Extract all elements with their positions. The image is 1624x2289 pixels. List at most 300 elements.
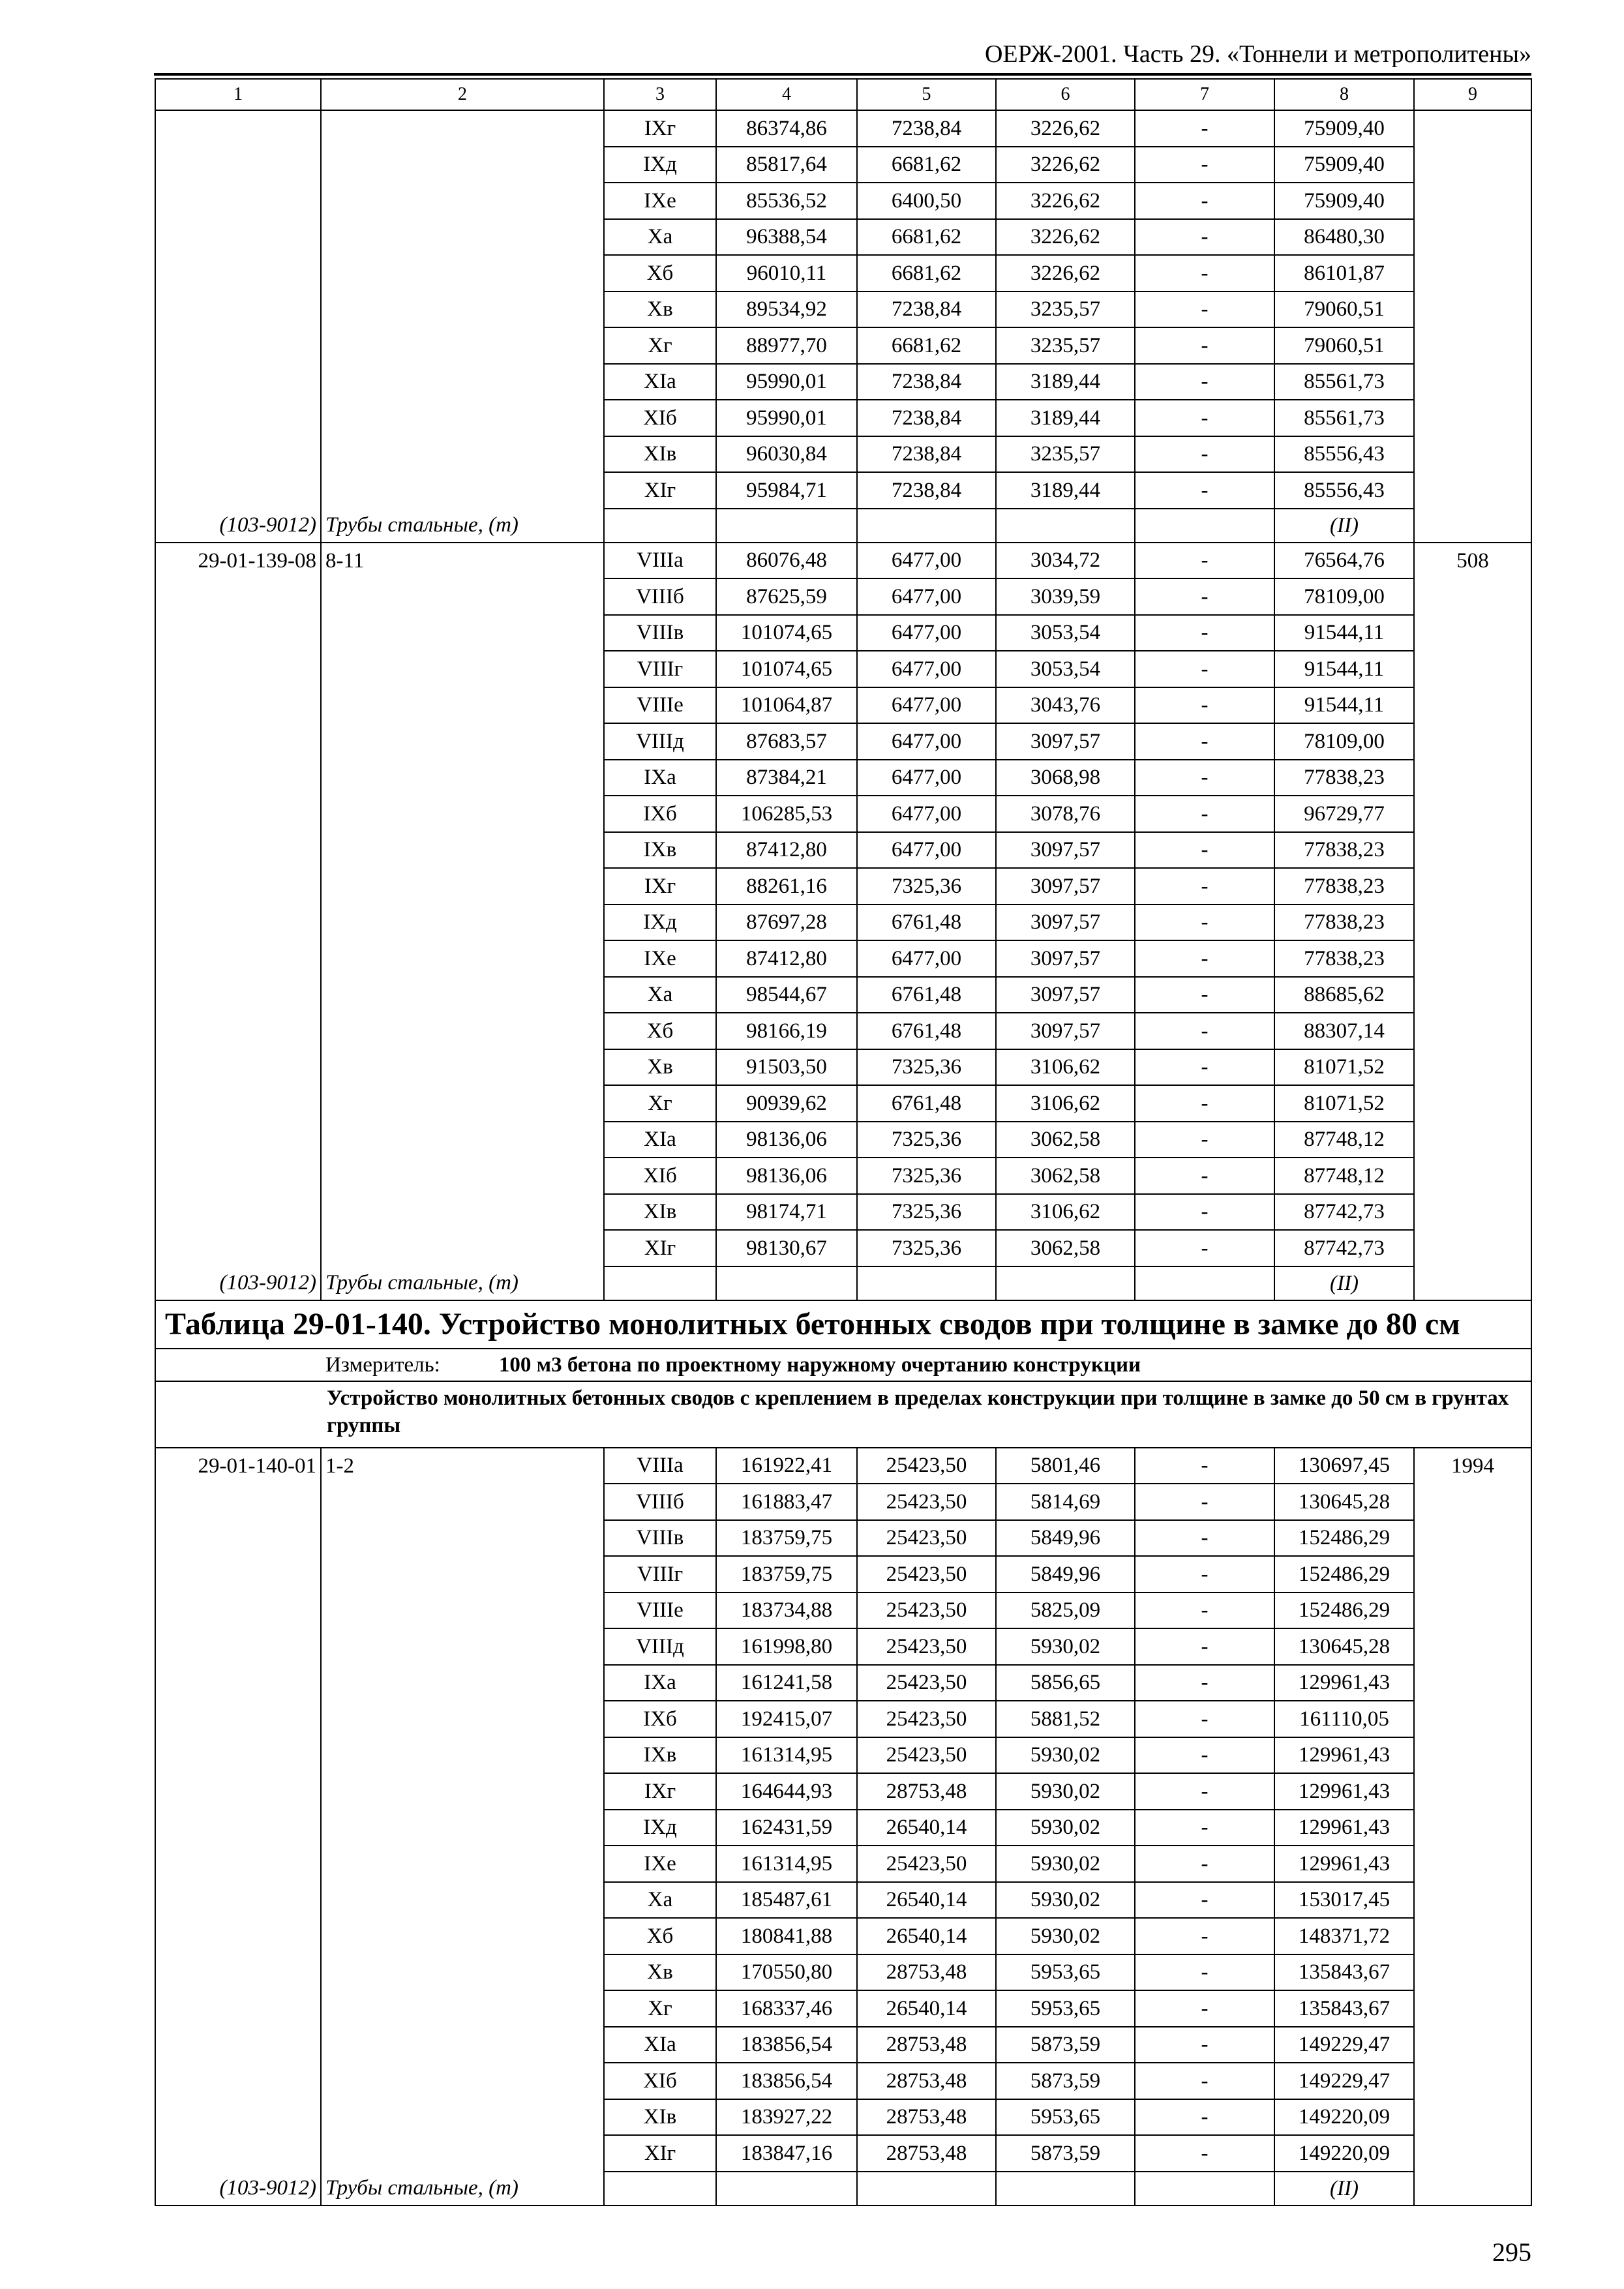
category-cell: XIа — [604, 2027, 716, 2063]
value-cell: - — [1135, 1230, 1274, 1266]
soil-group — [321, 1484, 604, 1520]
value-cell: 6477,00 — [857, 578, 996, 615]
category-cell: Xг — [604, 1085, 716, 1122]
pipe-quantity — [1414, 1013, 1531, 1049]
value-cell: - — [1135, 1049, 1274, 1086]
soil-group — [321, 1810, 604, 1846]
value-cell: 6761,48 — [857, 1085, 996, 1122]
table-row — [155, 364, 1531, 400]
table-row — [155, 1990, 1531, 2027]
category-cell: IXг — [604, 1773, 716, 1810]
value-cell: 85561,73 — [1274, 400, 1414, 436]
value-cell: 3053,54 — [996, 651, 1135, 687]
value-cell: 5814,69 — [996, 1484, 1135, 1520]
soil-group — [321, 1882, 604, 1919]
value-cell: 88307,14 — [1274, 1013, 1414, 1049]
value-cell: 5930,02 — [996, 1882, 1135, 1919]
rate-code — [155, 868, 321, 905]
soil-group — [321, 1918, 604, 1954]
soil-group — [321, 292, 604, 328]
value-cell: 101074,65 — [716, 615, 857, 651]
table-row — [155, 1954, 1531, 1991]
value-cell: 28753,48 — [857, 2099, 996, 2136]
value-cell: 3043,76 — [996, 687, 1135, 724]
rate-code — [155, 1628, 321, 1665]
soil-group — [321, 760, 604, 796]
rate-code — [155, 1593, 321, 1629]
pipe-quantity — [1414, 1593, 1531, 1629]
value-cell: 153017,45 — [1274, 1882, 1414, 1919]
value-cell: 28753,48 — [857, 1954, 996, 1991]
column-number: 1 — [155, 79, 321, 110]
category-cell: IXв — [604, 832, 716, 869]
value-cell: 5930,02 — [996, 1773, 1135, 1810]
value-cell: - — [1135, 327, 1274, 364]
value-cell: - — [1135, 1628, 1274, 1665]
pipe-quantity — [1414, 1628, 1531, 1665]
rate-code — [155, 1882, 321, 1919]
table-row — [155, 1448, 1531, 1484]
value-cell: - — [1135, 1846, 1274, 1882]
value-cell: 6477,00 — [857, 687, 996, 724]
value-cell: 148371,72 — [1274, 1918, 1414, 1954]
page-number: 295 — [1492, 2237, 1531, 2267]
category-cell: Xг — [604, 1990, 716, 2027]
pipe-quantity — [1414, 1846, 1531, 1882]
value-cell: - — [1135, 1737, 1274, 1774]
pipe-quantity — [1414, 183, 1531, 219]
category-cell: Xб — [604, 1013, 716, 1049]
value-cell: - — [1135, 2027, 1274, 2063]
value-cell: 26540,14 — [857, 1990, 996, 2027]
value-cell: 78109,00 — [1274, 578, 1414, 615]
value-cell: 77838,23 — [1274, 905, 1414, 941]
rate-code — [155, 578, 321, 615]
soil-group: 8-11 — [321, 543, 604, 579]
table-subheading: Устройство монолитных бетонных сводов с креплением в пределах конструкции при толщине в замке до 50 см в грунтах группы — [155, 1381, 1531, 1448]
rate-code — [155, 1158, 321, 1194]
header-rule — [154, 73, 1531, 76]
category-cell: XIг — [604, 2135, 716, 2172]
value-cell: 3078,76 — [996, 796, 1135, 832]
column-number-row — [155, 79, 1531, 110]
pipe-quantity — [1414, 578, 1531, 615]
meter-label: Измеритель: — [325, 1353, 440, 1377]
soil-group — [321, 687, 604, 724]
value-cell: 28753,48 — [857, 2027, 996, 2063]
value-cell: 183759,75 — [716, 1520, 857, 1557]
soil-group — [321, 905, 604, 941]
category-cell: VIIIб — [604, 578, 716, 615]
value-cell: 170550,80 — [716, 1954, 857, 1991]
table-row — [155, 219, 1531, 256]
pipe-code: (103-9012) — [155, 509, 321, 543]
value-cell: 77838,23 — [1274, 940, 1414, 977]
value-cell: 130645,28 — [1274, 1628, 1414, 1665]
value-cell: 130645,28 — [1274, 1484, 1414, 1520]
value-cell: 86374,86 — [716, 110, 857, 147]
value-cell: - — [1135, 110, 1274, 147]
value-cell: 3235,57 — [996, 327, 1135, 364]
table-row — [155, 940, 1531, 977]
value-cell: 76564,76 — [1274, 543, 1414, 579]
value-cell: 149229,47 — [1274, 2063, 1414, 2099]
value-cell: 96388,54 — [716, 219, 857, 256]
category-cell: Xа — [604, 219, 716, 256]
value-cell: 152486,29 — [1274, 1593, 1414, 1629]
value-cell: - — [1135, 2099, 1274, 2136]
rate-code — [155, 1810, 321, 1846]
rate-code — [155, 327, 321, 364]
table-row — [155, 255, 1531, 292]
value-cell: 3235,57 — [996, 292, 1135, 328]
value-cell: 7238,84 — [857, 110, 996, 147]
value-cell: - — [1135, 255, 1274, 292]
value-cell: 3106,62 — [996, 1085, 1135, 1122]
empty-cell — [716, 509, 857, 543]
value-cell: 98174,71 — [716, 1194, 857, 1231]
category-cell: IXд — [604, 905, 716, 941]
rate-code — [155, 1701, 321, 1737]
soil-group — [321, 868, 604, 905]
value-cell: - — [1135, 796, 1274, 832]
table-row — [155, 327, 1531, 364]
value-cell: - — [1135, 760, 1274, 796]
value-cell: - — [1135, 905, 1274, 941]
empty-cell — [1414, 509, 1531, 543]
value-cell: 3097,57 — [996, 832, 1135, 869]
pipe-quantity — [1414, 1556, 1531, 1593]
category-cell: VIIIе — [604, 1593, 716, 1629]
category-cell: IXе — [604, 1846, 716, 1882]
value-cell: 5953,65 — [996, 1954, 1135, 1991]
soil-group — [321, 1773, 604, 1810]
pipe-quantity — [1414, 1954, 1531, 1991]
pipe-quantity — [1414, 1484, 1531, 1520]
value-cell: 135843,67 — [1274, 1954, 1414, 1991]
soil-group — [321, 1556, 604, 1593]
value-cell: 5930,02 — [996, 1737, 1135, 1774]
table-row — [155, 1484, 1531, 1520]
empty-cell — [604, 1266, 716, 1300]
rate-code — [155, 255, 321, 292]
category-cell: IXг — [604, 868, 716, 905]
rate-code — [155, 940, 321, 977]
pipe-quantity — [1414, 219, 1531, 256]
value-cell: 87384,21 — [716, 760, 857, 796]
value-cell: 3062,58 — [996, 1122, 1135, 1158]
table-row — [155, 615, 1531, 651]
table-row — [155, 1593, 1531, 1629]
pipe-name: Трубы стальные, (т) — [321, 1266, 604, 1300]
value-cell: - — [1135, 1484, 1274, 1520]
soil-group — [321, 1954, 604, 1991]
column-number: 2 — [321, 79, 604, 110]
value-cell: 164644,93 — [716, 1773, 857, 1810]
table-row — [155, 183, 1531, 219]
value-cell: 180841,88 — [716, 1918, 857, 1954]
rate-code — [155, 1484, 321, 1520]
category-cell: VIIIв — [604, 1520, 716, 1557]
value-cell: 3097,57 — [996, 905, 1135, 941]
soil-group — [321, 1230, 604, 1266]
pipe-quantity — [1414, 1230, 1531, 1266]
value-cell: 5825,09 — [996, 1593, 1135, 1629]
value-cell: 185487,61 — [716, 1882, 857, 1919]
soil-group — [321, 977, 604, 1013]
value-cell: 95990,01 — [716, 364, 857, 400]
column-number: 5 — [857, 79, 996, 110]
pipe-quantity — [1414, 651, 1531, 687]
value-cell: 3062,58 — [996, 1158, 1135, 1194]
table-title-row — [155, 1300, 1531, 1349]
pipe-quantity — [1414, 1085, 1531, 1122]
category-cell: XIб — [604, 400, 716, 436]
value-cell: 3106,62 — [996, 1049, 1135, 1086]
category-cell: VIIIв — [604, 615, 716, 651]
value-cell: 89534,92 — [716, 292, 857, 328]
category-cell: XIв — [604, 2099, 716, 2136]
category-cell: XIа — [604, 1122, 716, 1158]
value-cell: 130697,45 — [1274, 1448, 1414, 1484]
category-cell: Xв — [604, 292, 716, 328]
value-cell: 5930,02 — [996, 1810, 1135, 1846]
value-cell: 28753,48 — [857, 1773, 996, 1810]
pipe-name: Трубы стальные, (т) — [321, 509, 604, 543]
pipe-quantity — [1414, 1773, 1531, 1810]
value-cell: - — [1135, 543, 1274, 579]
value-cell: - — [1135, 1990, 1274, 2027]
value-cell: 129961,43 — [1274, 1810, 1414, 1846]
value-cell: 3189,44 — [996, 364, 1135, 400]
pipe-quantity: 508 — [1414, 543, 1531, 579]
table-row — [155, 1773, 1531, 1810]
rate-code — [155, 1665, 321, 1701]
value-cell: 3226,62 — [996, 147, 1135, 183]
value-cell: 87412,80 — [716, 832, 857, 869]
pipe-quantity — [1414, 615, 1531, 651]
value-cell: 3189,44 — [996, 472, 1135, 509]
meter-cell — [155, 1349, 1531, 1381]
pipe-quantity — [1414, 687, 1531, 724]
value-cell: 25423,50 — [857, 1484, 996, 1520]
value-cell: 28753,48 — [857, 2135, 996, 2172]
value-cell: 129961,43 — [1274, 1846, 1414, 1882]
soil-group — [321, 1701, 604, 1737]
value-cell: 98136,06 — [716, 1158, 857, 1194]
meter-row — [155, 1349, 1531, 1381]
soil-group — [321, 1990, 604, 2027]
category-cell: IXб — [604, 796, 716, 832]
pipe-quantity — [1414, 940, 1531, 977]
table-row — [155, 760, 1531, 796]
value-cell: 5873,59 — [996, 2135, 1135, 2172]
value-cell: 3106,62 — [996, 1194, 1135, 1231]
value-cell: 192415,07 — [716, 1701, 857, 1737]
rate-code — [155, 2027, 321, 2063]
value-cell: 88261,16 — [716, 868, 857, 905]
soil-group — [321, 1737, 604, 1774]
column-number: 3 — [604, 79, 716, 110]
soil-group — [321, 1593, 604, 1629]
value-cell: - — [1135, 2135, 1274, 2172]
pipe-row — [155, 2172, 1531, 2206]
pipe-quantity — [1414, 796, 1531, 832]
pipe-quantity — [1414, 905, 1531, 941]
value-cell: 90939,62 — [716, 1085, 857, 1122]
pipe-quantity — [1414, 1918, 1531, 1954]
rate-code — [155, 1737, 321, 1774]
soil-group — [321, 2027, 604, 2063]
value-cell: 86101,87 — [1274, 255, 1414, 292]
pipe-quantity — [1414, 1520, 1531, 1557]
value-cell: - — [1135, 364, 1274, 400]
empty-cell — [1135, 2172, 1274, 2206]
pipe-quantity — [1414, 2027, 1531, 2063]
value-cell: 3097,57 — [996, 723, 1135, 760]
value-cell: 7238,84 — [857, 292, 996, 328]
rate-code — [155, 1773, 321, 1810]
pipe-quantity — [1414, 147, 1531, 183]
category-cell: XIб — [604, 1158, 716, 1194]
value-cell: 7325,36 — [857, 1158, 996, 1194]
soil-group: 1-2 — [321, 1448, 604, 1484]
rate-code — [155, 219, 321, 256]
value-cell: 3097,57 — [996, 940, 1135, 977]
value-cell: 3034,72 — [996, 543, 1135, 579]
empty-cell — [1414, 2172, 1531, 2206]
value-cell: 149220,09 — [1274, 2099, 1414, 2136]
table-row — [155, 543, 1531, 579]
value-cell: 5801,46 — [996, 1448, 1135, 1484]
category-cell: Xа — [604, 977, 716, 1013]
soil-group — [321, 1194, 604, 1231]
category-cell: VIIIе — [604, 687, 716, 724]
table-row — [155, 1737, 1531, 1774]
rate-code — [155, 2099, 321, 2136]
soil-group — [321, 1665, 604, 1701]
value-cell: 6477,00 — [857, 760, 996, 796]
category-cell: IXб — [604, 1701, 716, 1737]
pipe-quantity — [1414, 1810, 1531, 1846]
column-number: 7 — [1135, 79, 1274, 110]
table-row — [155, 110, 1531, 147]
column-number: 9 — [1414, 79, 1531, 110]
table-row — [155, 1049, 1531, 1086]
table-row — [155, 1013, 1531, 1049]
rate-code — [155, 110, 321, 147]
category-cell: VIIIд — [604, 723, 716, 760]
value-cell: - — [1135, 1810, 1274, 1846]
rate-code — [155, 1520, 321, 1557]
category-cell: XIг — [604, 472, 716, 509]
table-row — [155, 1918, 1531, 1954]
table-row — [155, 2027, 1531, 2063]
value-cell: 85536,52 — [716, 183, 857, 219]
table-row — [155, 1085, 1531, 1122]
value-cell: 6477,00 — [857, 651, 996, 687]
value-cell: 87742,73 — [1274, 1230, 1414, 1266]
table-row — [155, 868, 1531, 905]
soil-group — [321, 1158, 604, 1194]
value-cell: 6477,00 — [857, 940, 996, 977]
pipe-quantity — [1414, 1049, 1531, 1086]
category-cell: IXа — [604, 1665, 716, 1701]
empty-cell — [604, 509, 716, 543]
value-cell: 28753,48 — [857, 2063, 996, 2099]
empty-cell — [1135, 1266, 1274, 1300]
soil-group — [321, 400, 604, 436]
value-cell: 152486,29 — [1274, 1556, 1414, 1593]
category-cell: IXв — [604, 1737, 716, 1774]
category-cell: VIIIа — [604, 543, 716, 579]
value-cell: 6761,48 — [857, 977, 996, 1013]
value-cell: 6477,00 — [857, 615, 996, 651]
value-cell: 25423,50 — [857, 1628, 996, 1665]
value-cell: 25423,50 — [857, 1846, 996, 1882]
soil-group — [321, 1520, 604, 1557]
value-cell: 6681,62 — [857, 219, 996, 256]
pipe-quantity — [1414, 364, 1531, 400]
value-cell: 7325,36 — [857, 1122, 996, 1158]
value-cell: 5849,96 — [996, 1556, 1135, 1593]
value-cell: - — [1135, 472, 1274, 509]
value-cell: 91544,11 — [1274, 651, 1414, 687]
value-cell: 7238,84 — [857, 400, 996, 436]
value-cell: - — [1135, 578, 1274, 615]
value-cell: 7325,36 — [857, 1049, 996, 1086]
table-row — [155, 1158, 1531, 1194]
category-cell: XIг — [604, 1230, 716, 1266]
running-header: ОЕРЖ-2001. Часть 29. «Тоннели и метрополитены» — [984, 40, 1531, 68]
value-cell: 26540,14 — [857, 1810, 996, 1846]
soil-group — [321, 651, 604, 687]
value-cell: 161314,95 — [716, 1846, 857, 1882]
soil-group — [321, 2063, 604, 2099]
pipe-unit: (II) — [1274, 1266, 1414, 1300]
soil-group — [321, 1085, 604, 1122]
rate-code — [155, 436, 321, 473]
rate-code — [155, 364, 321, 400]
value-cell: - — [1135, 1085, 1274, 1122]
rate-code — [155, 1049, 321, 1086]
pipe-unit: (II) — [1274, 509, 1414, 543]
soil-group — [321, 183, 604, 219]
rate-code — [155, 832, 321, 869]
rate-code — [155, 1013, 321, 1049]
value-cell: - — [1135, 292, 1274, 328]
value-cell: 183856,54 — [716, 2027, 857, 2063]
value-cell: 79060,51 — [1274, 327, 1414, 364]
value-cell: 25423,50 — [857, 1556, 996, 1593]
meter-value: 100 м3 бетона по проектному наружному очертанию конструкции — [498, 1353, 1141, 1377]
value-cell: - — [1135, 1701, 1274, 1737]
value-cell: 85556,43 — [1274, 472, 1414, 509]
pipe-quantity — [1414, 1737, 1531, 1774]
value-cell: 87683,57 — [716, 723, 857, 760]
value-cell: 5930,02 — [996, 1628, 1135, 1665]
value-cell: 25423,50 — [857, 1701, 996, 1737]
pipe-quantity — [1414, 2063, 1531, 2099]
category-cell: IXе — [604, 183, 716, 219]
value-cell: 3226,62 — [996, 110, 1135, 147]
value-cell: 3226,62 — [996, 183, 1135, 219]
value-cell: 149229,47 — [1274, 2027, 1414, 2063]
value-cell: 7238,84 — [857, 364, 996, 400]
rate-code — [155, 1556, 321, 1593]
table-row — [155, 472, 1531, 509]
value-cell: 3097,57 — [996, 868, 1135, 905]
